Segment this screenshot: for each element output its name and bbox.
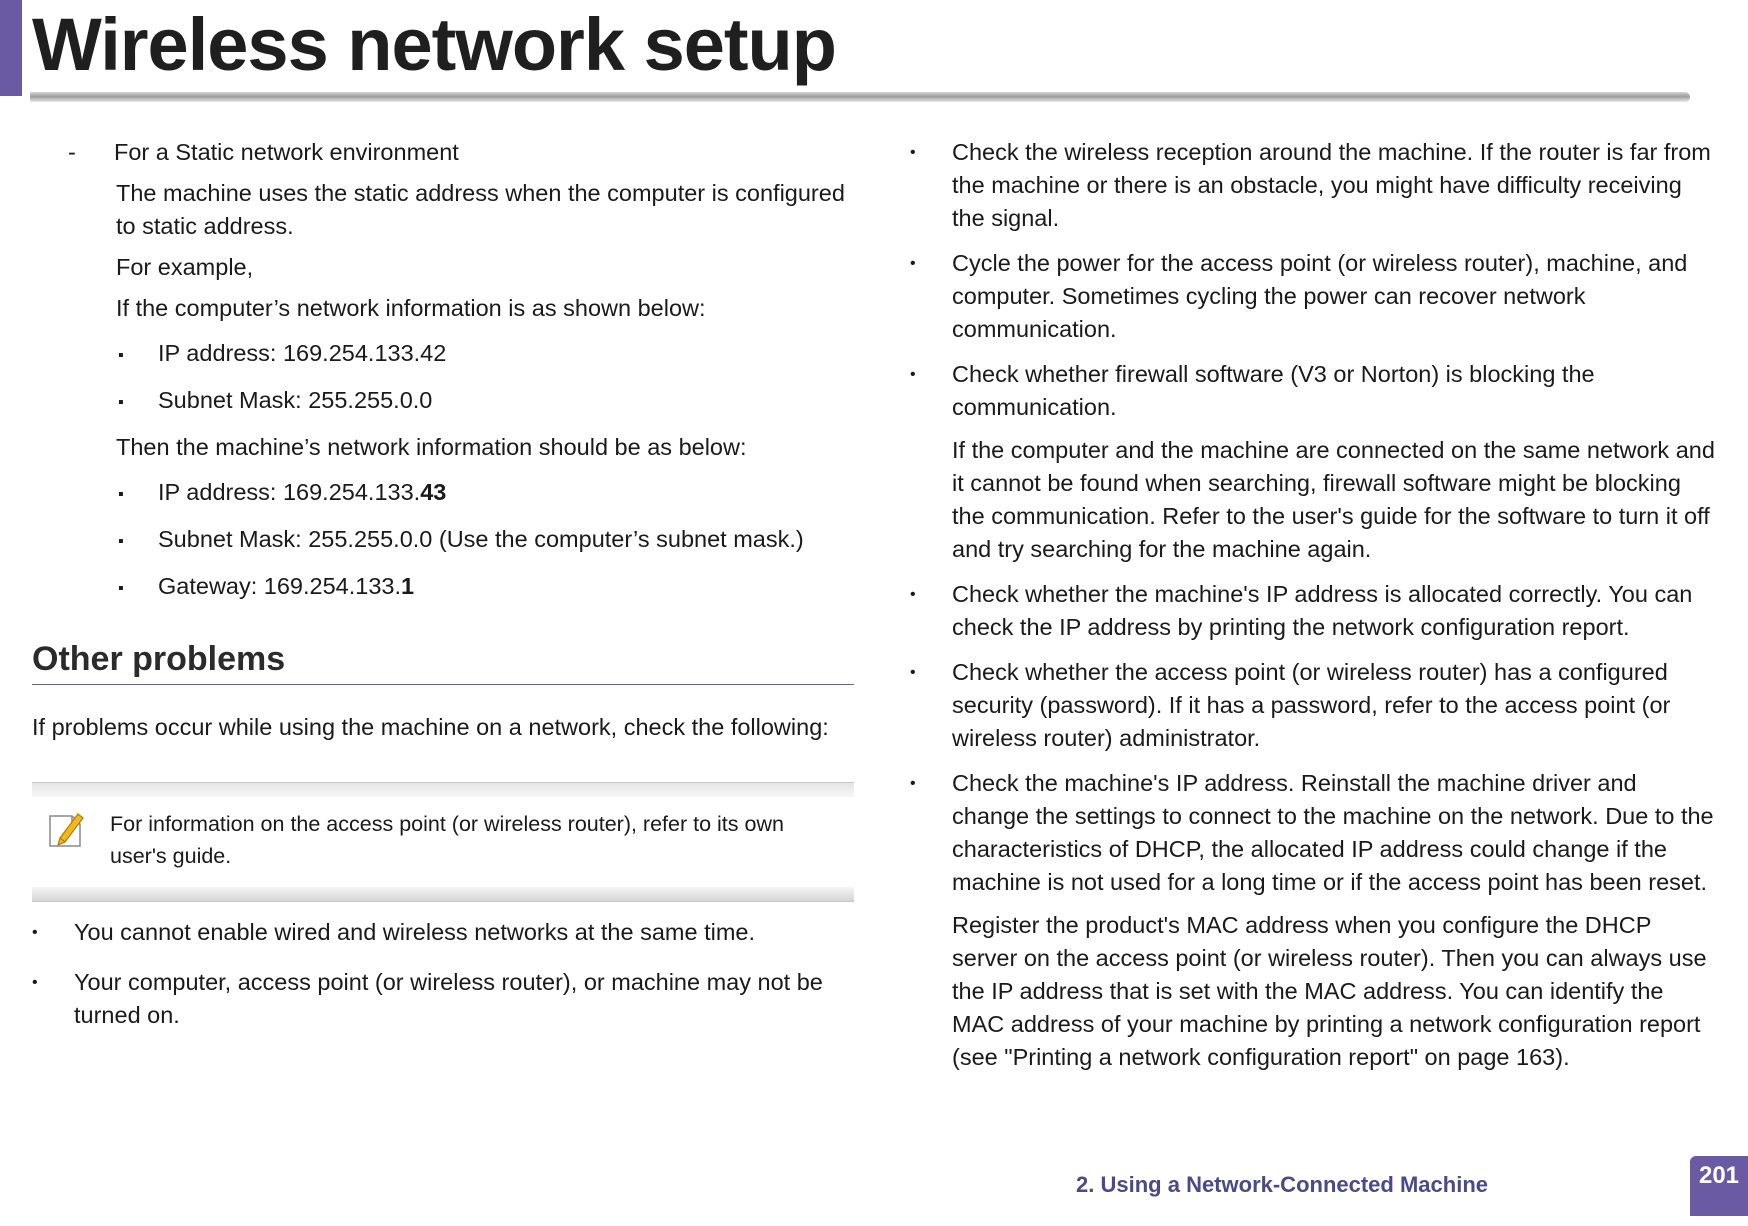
pencil-note-icon bbox=[46, 808, 86, 850]
dash-marker: - bbox=[68, 139, 76, 165]
bullet-text: Check whether the access point (or wireless router) has a configured security (password). If it has a password, refer to the access point (or wireless router) administrator. bbox=[952, 659, 1671, 751]
title-rule bbox=[30, 92, 1690, 102]
static-env-heading: For a Static network environment bbox=[114, 139, 459, 165]
bullet-text: Cycle the power for the access point (or wireless router), machine, and computer. Sometimes cycling the power can recover network communication. bbox=[952, 250, 1688, 342]
bullet-followup: If the computer and the machine are connected on the same network and it cannot be found when searching, firewall software might be blocking the communication. Refer to the user's guide for the software to turn it off and try searching for the machine again. bbox=[952, 437, 1715, 562]
machine-info-list bbox=[116, 476, 854, 605]
bullet-text: Check whether firewall software (V3 or Norton) is blocking the communication. bbox=[952, 361, 1595, 420]
list-item bbox=[116, 384, 854, 419]
computer-ip: IP address: 169.254.133.42 bbox=[158, 340, 447, 366]
machine-ip-prefix: IP address: 169.254.133. bbox=[158, 479, 421, 505]
list-item bbox=[910, 358, 1718, 566]
list-item bbox=[116, 476, 854, 511]
bullet: • bbox=[910, 144, 916, 161]
square-bullet: ▪ bbox=[118, 533, 124, 550]
machine-gateway bbox=[158, 570, 414, 605]
bullet: • bbox=[910, 664, 916, 681]
bullet-text: Check the wireless reception around the machine. If the router is far from the machine or there is an obstacle, you might have difficulty receiving the signal. bbox=[952, 139, 1711, 231]
machine-ip-suffix: 43 bbox=[420, 479, 447, 505]
list-item bbox=[32, 966, 854, 1032]
bullet: • bbox=[910, 366, 916, 383]
title-accent-bar bbox=[0, 0, 22, 96]
list-item bbox=[910, 767, 1718, 1074]
bullet: • bbox=[32, 974, 38, 991]
computer-info-intro: If the computer’s network information is as shown below: bbox=[116, 295, 706, 321]
machine-gateway-suffix: 1 bbox=[401, 573, 415, 599]
left-column bbox=[32, 136, 854, 1032]
square-bullet: ▪ bbox=[118, 394, 124, 411]
bullet-text: Check whether the machine's IP address is allocated correctly. You can check the IP address by printing the network configuration report. bbox=[952, 581, 1693, 640]
square-bullet: ▪ bbox=[118, 347, 124, 364]
bullet: • bbox=[910, 255, 916, 272]
other-problems-intro: If problems occur while using the machine on a network, check the following: bbox=[32, 714, 829, 740]
right-column bbox=[910, 136, 1718, 1074]
footer-chapter: 2. Using a Network-Connected Machine bbox=[1076, 1172, 1488, 1197]
machine-info-intro: Then the machine’s network information should be as below: bbox=[116, 434, 747, 460]
static-env-item bbox=[32, 136, 854, 169]
bullet: • bbox=[910, 775, 916, 792]
square-bullet: ▪ bbox=[118, 580, 124, 597]
machine-gateway-prefix: Gateway: 169.254.133. bbox=[158, 573, 402, 599]
page-title: Wireless network setup bbox=[32, 3, 836, 86]
bullet-text: You cannot enable wired and wireless networks at the same time. bbox=[74, 919, 756, 945]
bullet-text: Check the machine's IP address. Reinstall the machine driver and change the settings to connect to the machine on the network. Due to the characteristics of DHCP, the allocated IP address could change if the machine is not used for a long time or if the access point has been reset. bbox=[952, 770, 1714, 895]
list-item bbox=[910, 578, 1718, 644]
note-box bbox=[32, 782, 854, 902]
list-item bbox=[116, 337, 854, 372]
computer-info-list bbox=[116, 337, 854, 419]
bullet: • bbox=[32, 924, 38, 941]
static-env-desc: The machine uses the static address when the computer is configured to static address. bbox=[116, 180, 845, 239]
computer-subnet: Subnet Mask: 255.255.0.0 bbox=[158, 387, 433, 413]
list-item bbox=[910, 656, 1718, 755]
machine-ip bbox=[158, 476, 446, 511]
bullet-followup: Register the product's MAC address when you configure the DHCP server on the access point (or wireless router). Then you can always use the IP address that is set with the MAC address. You can identify the MAC address of your machine by printing a network configuration report (see "Printing a network configuration report" on page 163). bbox=[952, 912, 1707, 1070]
square-bullet: ▪ bbox=[118, 486, 124, 503]
troubleshoot-list bbox=[910, 136, 1718, 1074]
section-heading-other-problems: Other problems bbox=[32, 643, 854, 685]
page-number: 201 bbox=[1690, 1156, 1748, 1216]
list-item bbox=[910, 247, 1718, 346]
note-text: For information on the access point (or wireless router), refer to its own user's guide. bbox=[110, 812, 784, 868]
other-problems-list bbox=[32, 916, 854, 1032]
machine-subnet: Subnet Mask: 255.255.0.0 (Use the computer’s subnet mask.) bbox=[158, 526, 804, 552]
list-item bbox=[32, 916, 854, 949]
list-item bbox=[116, 523, 854, 558]
list-item bbox=[116, 570, 854, 605]
bullet-text: Your computer, access point (or wireless router), or machine may not be turned on. bbox=[74, 969, 823, 1028]
list-item bbox=[910, 136, 1718, 235]
example-label: For example, bbox=[116, 254, 254, 280]
bullet: • bbox=[910, 586, 916, 603]
